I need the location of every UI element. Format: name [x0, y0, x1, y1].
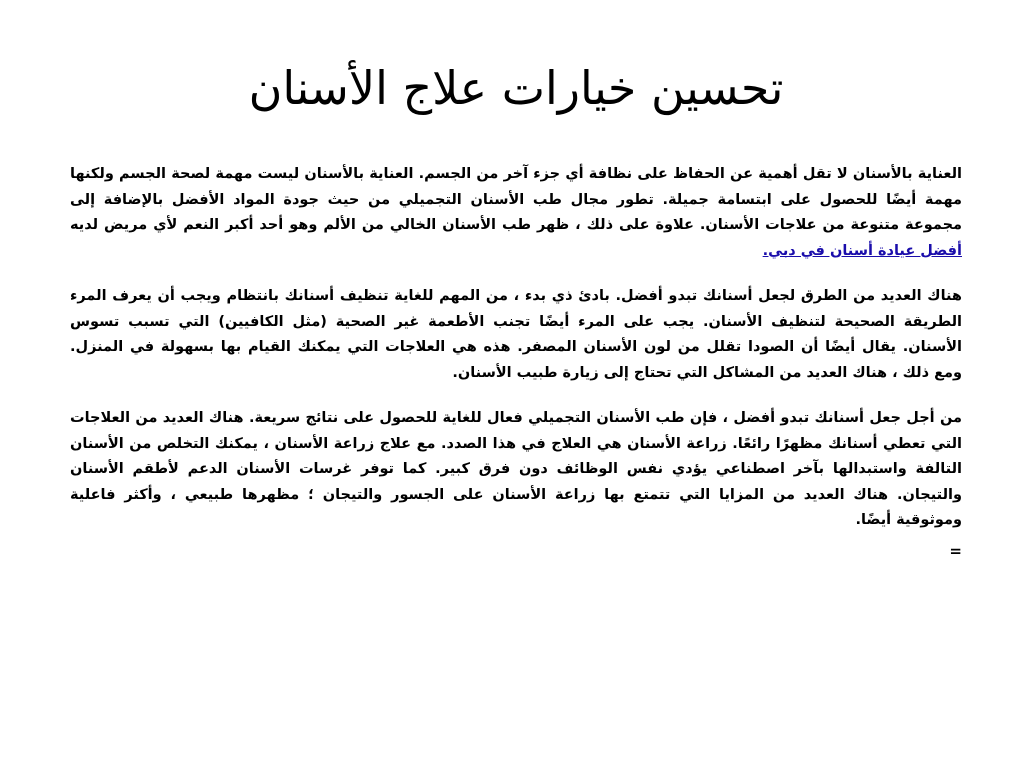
page-title: تحسين خيارات علاج الأسنان — [248, 61, 784, 115]
paragraph-3: من أجل جعل أسنانك تبدو أفضل ، فإن طب الأسنان التجميلي فعال للغاية للحصول على نتائج سريعة. هناك العديد من العلاجات التي تعطي أسنانك مظهرًا رائعًا. زراعة الأسنان هي العلاج في هذا الصدد. مع علاج زراعة الأسنان ، يمكنك التخلص من الأسنان التالفة واستبدالها بآخر اصطناعي يؤدي نفس الوظائف دون فرق كبير. كما توفر غرسات الأسنان الدعم لأطقم الأسنان والتيجان. هناك العديد من المزايا التي تتمتع بها زراعة الأسنان على الجسور والتيجان ؛ مظهرها طبيعي ، وأكثر فاعلية وموثوقية أيضًا. — [70, 410, 962, 528]
slide-body — [70, 162, 962, 562]
dental-clinic-link[interactable]: أفضل عيادة أسنان في دبي. — [762, 242, 962, 259]
paragraph-2: هناك العديد من الطرق لجعل أسنانك تبدو أفضل. بادئ ذي بدء ، من المهم للغاية تنظيف أسنانك بانتظام ويجب أن يعرف المرء الطريقة الصحيحة لتنظيف الأسنان. يجب على المرء أيضًا تجنب الأطعمة غير الصحية (مثل الكافيين) التي تسبب تسوس الأسنان. يقال أيضًا أن الصودا تقلل من لون الأسنان المصفر. هذه هي العلاجات التي يمكنك القيام بها بسهولة في المنزل. ومع ذلك ، هناك العديد من المشاكل التي تحتاج إلى زيارة طبيب الأسنان. — [70, 288, 962, 381]
paragraph-1-text: العناية بالأسنان لا تقل أهمية عن الحفاظ على نظافة أي جزء آخر من الجسم. العناية بالأسنان ليست مهمة لصحة الجسم ولكنها مهمة أيضًا للحصول على ابتسامة جميلة. تطور مجال طب الأسنان التجميلي من حيث جودة المواد الأفضل بالإضافة إلى مجموعة متنوعة من علاجات الأسنان. علاوة على ذلك ، ظهر طب الأسنان الخالي من الألم وهو أحد أكبر النعم لأي مريض لديه — [70, 166, 962, 233]
trailing-symbol: = — [949, 541, 962, 560]
paragraph-1 — [70, 162, 962, 264]
